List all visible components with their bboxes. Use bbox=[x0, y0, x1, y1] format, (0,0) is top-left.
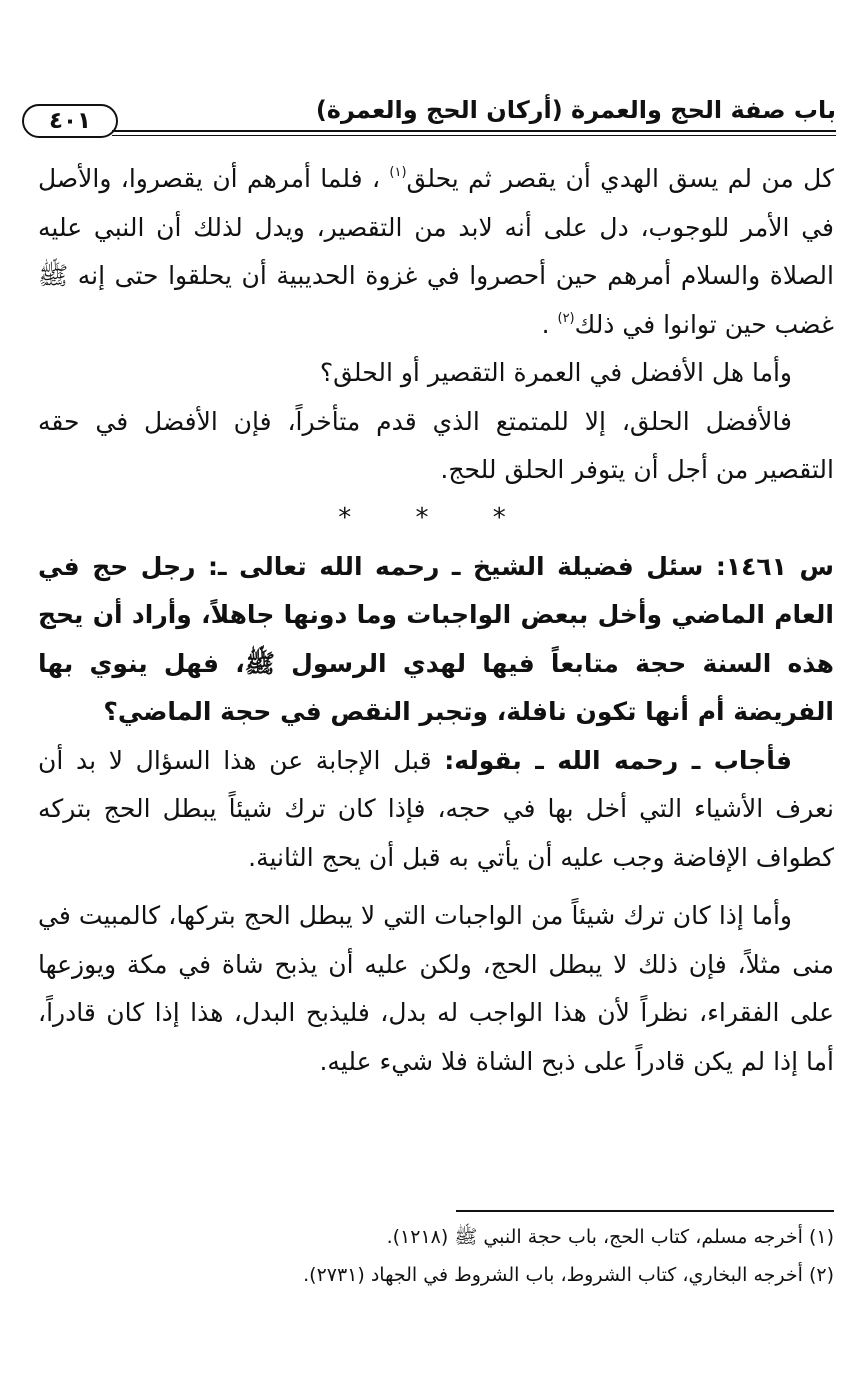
header-rule bbox=[112, 130, 836, 132]
paragraph-1: كل من لم يسق الهدي أن يقصر ثم يحلق$^{(١)}$ ، فلما أمرهم أن يقصروا، والأصل في الأمر للوجوب، دل على أنه لابد من التقصير، ويدل لذلك أن النبي عليه الصلاة والسلام أمرهم حين أحصروا في غزوة الحديبية أن يحلقوا حتى إنه ﷺ غضب حين توانوا في ذلك$^{(٢)}$ . bbox=[38, 164, 834, 339]
section-separator: * * * bbox=[338, 502, 534, 533]
answer-paragraph: فأجاب ـ رحمه الله ـ بقوله: قبل الإجابة عن هذا السؤال لا بد أن نعرف الأشياء التي أخل بها في حجه، فإذا كان ترك شيئاً يبطل الحج بتركه كطواف الإفاضة وجب عليه أن يأتي به قبل أن يحج الثانية. bbox=[38, 745, 834, 872]
footnote-ref-1: (١) bbox=[389, 165, 407, 180]
header-rule-thin bbox=[112, 135, 836, 136]
paragraph-3: فالأفضل الحلق، إلا للمتمتع الذي قدم متأخراً، فإن الأفضل في حقه التقصير من أجل أن يتوفر الحلق للحج. bbox=[38, 406, 834, 484]
footnotes bbox=[38, 1218, 834, 1294]
chapter-title: باب صفة الحج والعمرة (أركان الحج والعمرة) bbox=[315, 96, 836, 124]
page-number: ٤٠١ bbox=[22, 104, 118, 138]
paragraph-5: وأما إذا كان ترك شيئاً من الواجبات التي لا يبطل الحج بتركها، كالمبيت في منى مثلاً، فإن ذلك لا يبطل الحج، ولكن عليه أن يذبح شاة في مكة ويوزعها على الفقراء، نظراً لأن هذا الواجب له بدل، فليذبح البدل، هذا إذا كان قادراً، أما إذا لم يكن قادراً على ذبح الشاة فلا شيء عليه. bbox=[38, 901, 834, 1076]
footnote-ref-2: (٢) bbox=[557, 310, 575, 326]
question-number: س ١٤٦١: bbox=[715, 551, 834, 581]
footnote-divider bbox=[456, 1210, 834, 1212]
running-header bbox=[18, 90, 836, 142]
paragraph-2: وأما هل الأفضل في العمرة التقصير أو الحلق؟ bbox=[319, 358, 792, 387]
footnote-2: (٢) أخرجه البخاري، كتاب الشروط، باب الشروط في الجهاد (٢٧٣١). bbox=[303, 1264, 834, 1286]
page-body bbox=[38, 155, 834, 1086]
question-paragraph: س ١٤٦١: سئل فضيلة الشيخ ـ رحمه الله تعالى ـ: رجل حج في العام الماضي وأخل ببعض الواجبات وما دونها جاهلاً، وأراد أن يحج هذه السنة حجة متابعاً فيها لهدي الرسول ﷺ، فهل ينوي بها الفريضة أم أنها تكون نافلة، وتجبر النقص في حجة الماضي؟ bbox=[38, 551, 834, 726]
footnote-1: (١) أخرجه مسلم، كتاب الحج، باب حجة النبي ﷺ (١٢١٨). bbox=[386, 1226, 834, 1248]
answer-label: فأجاب ـ رحمه الله ـ بقوله: bbox=[444, 745, 792, 775]
